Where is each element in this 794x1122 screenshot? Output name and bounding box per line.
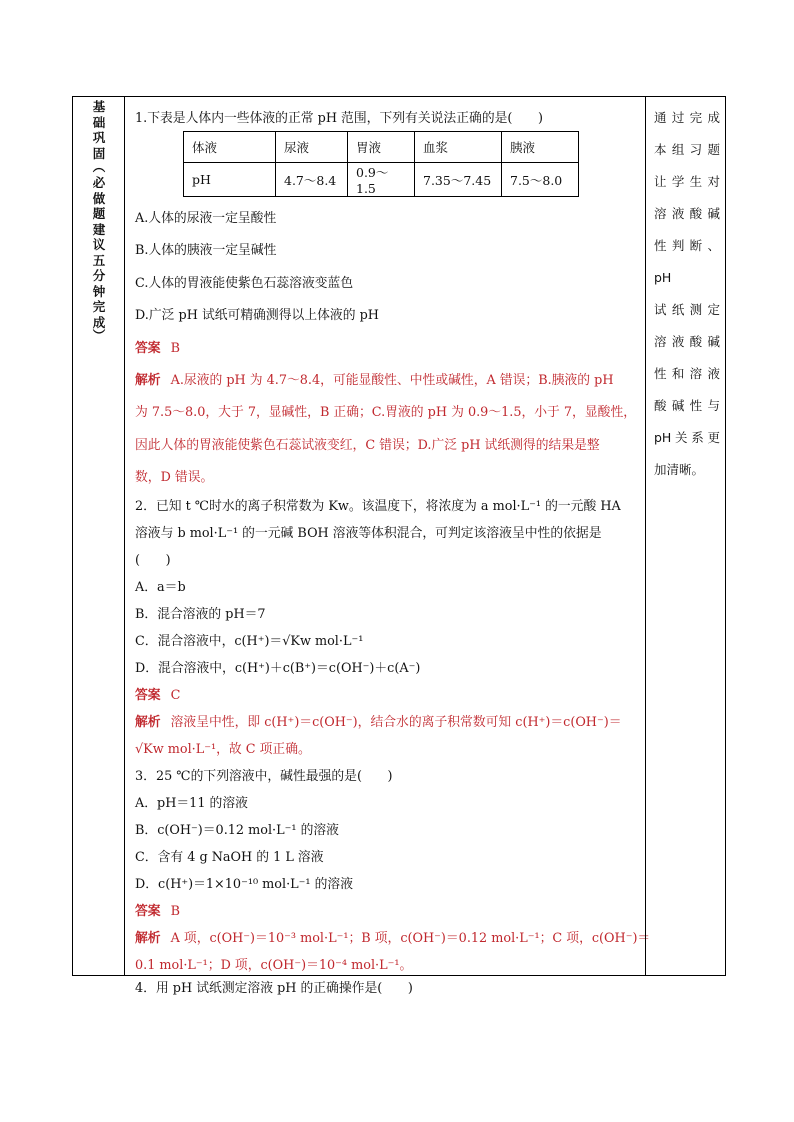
- note-line: 溶液酸碱: [654, 206, 720, 221]
- table-row: [184, 132, 579, 163]
- analysis-text: A.尿液的 pH 为 4.7～8.4，可能显酸性、中性或碱性，A 错误；B.胰液的 pH: [170, 373, 614, 388]
- answer-label: 答案: [135, 904, 161, 919]
- table-cell: 7.35～7.45: [415, 163, 502, 197]
- label-char: 完: [92, 299, 106, 314]
- label-char: 题: [92, 206, 106, 221]
- q4-stem: 4．用 pH 试纸测定溶液 pH 的正确操作是( ): [135, 981, 413, 996]
- ph-table: [183, 131, 579, 197]
- analysis-text: 溶液呈中性，即 c(H⁺)＝c(OH⁻)，结合水的离子积常数可知 c(H⁺)＝c(OH⁻)＝: [170, 715, 622, 730]
- label-char: 巩: [92, 130, 106, 145]
- q3-stem: 3．25 ℃的下列溶液中，碱性最强的是( ): [135, 769, 393, 784]
- q3-analysis-line: [135, 927, 650, 946]
- analysis-label: 解析: [135, 715, 161, 730]
- section-label-column: [73, 97, 125, 975]
- q2-option-d: D．混合溶液中，c(H⁺)＋c(B⁺)＝c(OH⁻)＋c(A⁻): [135, 661, 421, 676]
- note-line: 加清晰。: [654, 462, 705, 477]
- q2-option-b: B．混合溶液的 pH＝7: [135, 607, 266, 622]
- q3-option-a: A．pH＝11 的溶液: [135, 796, 248, 811]
- label-char: 钟: [92, 283, 106, 299]
- lesson-table: [72, 96, 726, 996]
- teaching-note-column: [645, 97, 725, 975]
- note-line: 让学生对: [654, 174, 720, 189]
- q2-analysis-line: [135, 711, 622, 730]
- label-char: 议: [92, 237, 106, 252]
- label-char: 固: [92, 145, 106, 161]
- q1-answer: [135, 337, 180, 356]
- teaching-note: [654, 102, 720, 486]
- q2-stem-line: 溶液与 b mol·L⁻¹ 的一元碱 BOH 溶液等体积混合，可判定该溶液呈中性的依据是: [135, 526, 602, 541]
- q1-option-b: B.人体的胰液一定呈碱性: [135, 243, 277, 258]
- q2-analysis-line: √Kw mol·L⁻¹，故 C 项正确。: [135, 742, 311, 757]
- q1-analysis-line: 为 7.5～8.0，大于 7，显碱性，B 正确；C.胃液的 pH 为 0.9～1.5，小于 7，显酸性，: [135, 405, 637, 420]
- q3-answer: [135, 900, 180, 919]
- label-char: 础: [92, 114, 106, 130]
- label-char: 五: [92, 252, 106, 268]
- q1-stem: 1.下表是人体内一些体液的正常 pH 范围，下列有关说法正确的是( ): [135, 111, 543, 126]
- q2-answer: [135, 684, 180, 703]
- answer-value: B: [170, 904, 180, 919]
- table-cell: 体液: [184, 132, 276, 163]
- section-label-vertical: [73, 99, 125, 344]
- q1-option-d: D.广泛 pH 试纸可精确测得以上体液的 pH: [135, 308, 379, 323]
- analysis-label: 解析: [135, 931, 161, 946]
- answer-value: C: [170, 688, 181, 703]
- q3-analysis-line: 0.1 mol·L⁻¹；D 项，c(OH⁻)＝10⁻⁴ mol·L⁻¹。: [135, 958, 413, 973]
- note-line: 性和溶液: [654, 366, 720, 381]
- table-cell: 尿液: [276, 132, 348, 163]
- note-line: 溶液酸碱: [654, 334, 720, 349]
- note-line: pH关系更: [654, 430, 720, 445]
- q3-option-d: D．c(H⁺)＝1×10⁻¹⁰ mol·L⁻¹ 的溶液: [135, 877, 353, 892]
- table-cell: 7.5～8.0: [502, 163, 579, 197]
- note-line: 通过完成: [654, 110, 720, 125]
- label-char: 做: [92, 190, 106, 206]
- q1-analysis-line: 数，D 错误。: [135, 470, 214, 485]
- q2-stem-line: 2．已知 t ℃时水的离子积常数为 Kw。该温度下，将浓度为 a mol·L⁻¹ 的一元酸 HA: [135, 499, 621, 514]
- answer-value: B: [170, 341, 180, 356]
- q1-analysis-line: 因此人体的胃液能使紫色石蕊试液变红，C 错误；D.广泛 pH 试纸测得的结果是整: [135, 438, 600, 453]
- q3-option-c: C．含有 4 g NaOH 的 1 L 溶液: [135, 850, 324, 865]
- answer-label: 答案: [135, 688, 161, 703]
- note-line: 试纸测定: [654, 302, 720, 317]
- label-char: 建: [92, 221, 106, 237]
- answer-label: 答案: [135, 341, 161, 356]
- analysis-text: A 项，c(OH⁻)＝10⁻³ mol·L⁻¹；B 项，c(OH⁻)＝0.12 mol·L⁻¹；C 项，c(OH⁻)＝: [170, 931, 651, 946]
- label-char: 分: [92, 268, 106, 283]
- label-char: 必: [92, 175, 106, 190]
- table-cell: 血浆: [415, 132, 502, 163]
- table-cell: 胰液: [502, 132, 579, 163]
- table-cell: 0.9～1.5: [348, 163, 415, 197]
- q1-option-c: C.人体的胃液能使紫色石蕊溶液变蓝色: [135, 276, 354, 291]
- table-cell: 4.7～8.4: [276, 163, 348, 197]
- q1-option-a: A.人体的尿液一定呈酸性: [135, 211, 277, 226]
- q3-option-b: B．c(OH⁻)＝0.12 mol·L⁻¹ 的溶液: [135, 823, 339, 838]
- note-line: 酸碱性与: [654, 398, 720, 413]
- analysis-label: 解析: [135, 373, 161, 388]
- table-row: [184, 163, 579, 197]
- q2-option-c: C．混合溶液中，c(H⁺)＝√Kw mol·L⁻¹: [135, 634, 364, 649]
- table-cell: pH: [184, 163, 276, 197]
- note-line: 性判断、pH: [654, 238, 720, 285]
- q1-analysis-line: [135, 369, 614, 388]
- q2-option-a: A．a＝b: [135, 580, 186, 595]
- label-paren-close: ︶: [92, 328, 106, 343]
- label-paren-open: ︵: [92, 159, 106, 174]
- q2-stem-line: ( ): [135, 553, 171, 568]
- note-line: 本组习题: [654, 142, 720, 157]
- table-cell: 胃液: [348, 132, 415, 163]
- label-char: 成: [92, 314, 106, 330]
- label-char: 基: [92, 99, 106, 114]
